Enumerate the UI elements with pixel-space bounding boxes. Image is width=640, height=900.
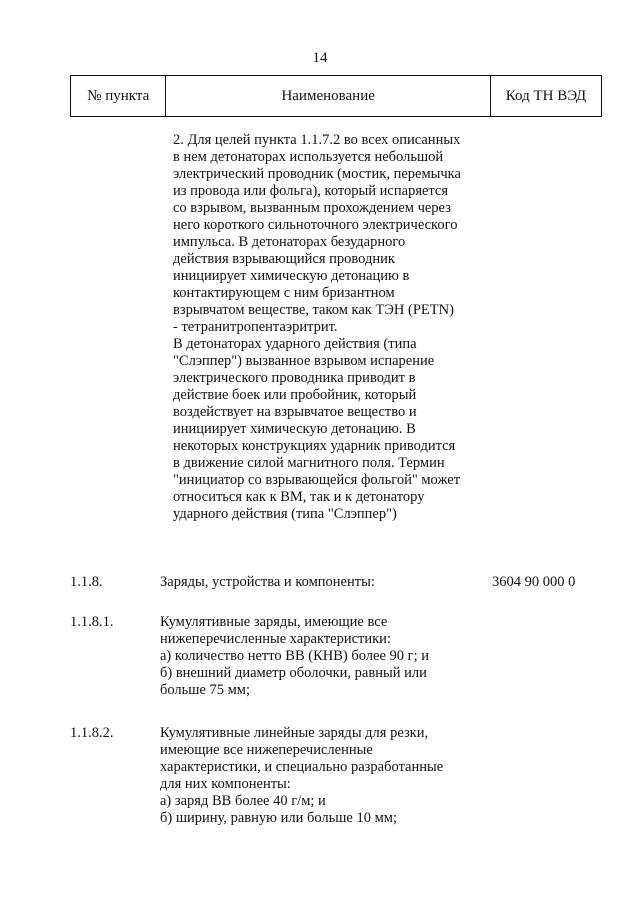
column-header-name: Наименование — [166, 76, 490, 117]
item-text: Заряды, устройства и компоненты: — [160, 574, 375, 590]
item-text: Кумулятивные заряды, имеющие все нижеперечисленные характеристики: а) количество нетто ВВ (КНВ) более 90 г; и б) внешний диаметр оболочки, равный или больше 75 мм; — [160, 614, 430, 698]
item-text: Кумулятивные линейные заряды для резки, имеющие все нижеперечисленные характеристики, и специально разработанные для них компоненты: а) заряд ВВ более 40 г/м; и б) ширину, равную или больше 10 мм; — [160, 725, 444, 826]
item-number: 1.1.8. — [70, 574, 103, 590]
column-header-number: № пункта — [71, 76, 166, 117]
item-number: 1.1.8.1. — [70, 614, 114, 630]
table-header — [70, 75, 602, 117]
note-paragraph: 2. Для целей пункта 1.1.7.2 во всех описанных в нем детонаторах используется небольшой электрический проводник (мостик, перемычка из провода или фольга), который испаряется со взрывом, вызванным прохождением через него короткого сильноточного электрического импульса. В детонаторах безударного действия взрывающийся проводник инициирует химическую детонацию в контактирующем с ним бризантном взрывчатом веществе, таком как ТЭН (PETN) - тетранитропентаэритрит. В детонаторах ударного действия (типа "Слэппер") вызванное взрывом испарение электрического проводника приводит в действие боек или пробойник, который воздействует на взрывчатое вещество и инициирует химическую детонацию. В некоторых конструкциях ударник приводится в движение силой магнитного поля. Термин "инициатор со взрывающейся фольгой" может относиться как к ВМ, так и к детонатору ударного действия (типа "Слэппер") — [173, 132, 461, 522]
item-code: 3604 90 000 0 — [492, 574, 576, 590]
column-header-code: Код ТН ВЭД — [490, 76, 601, 117]
item-number: 1.1.8.2. — [70, 725, 114, 741]
page-number: 14 — [312, 50, 328, 66]
